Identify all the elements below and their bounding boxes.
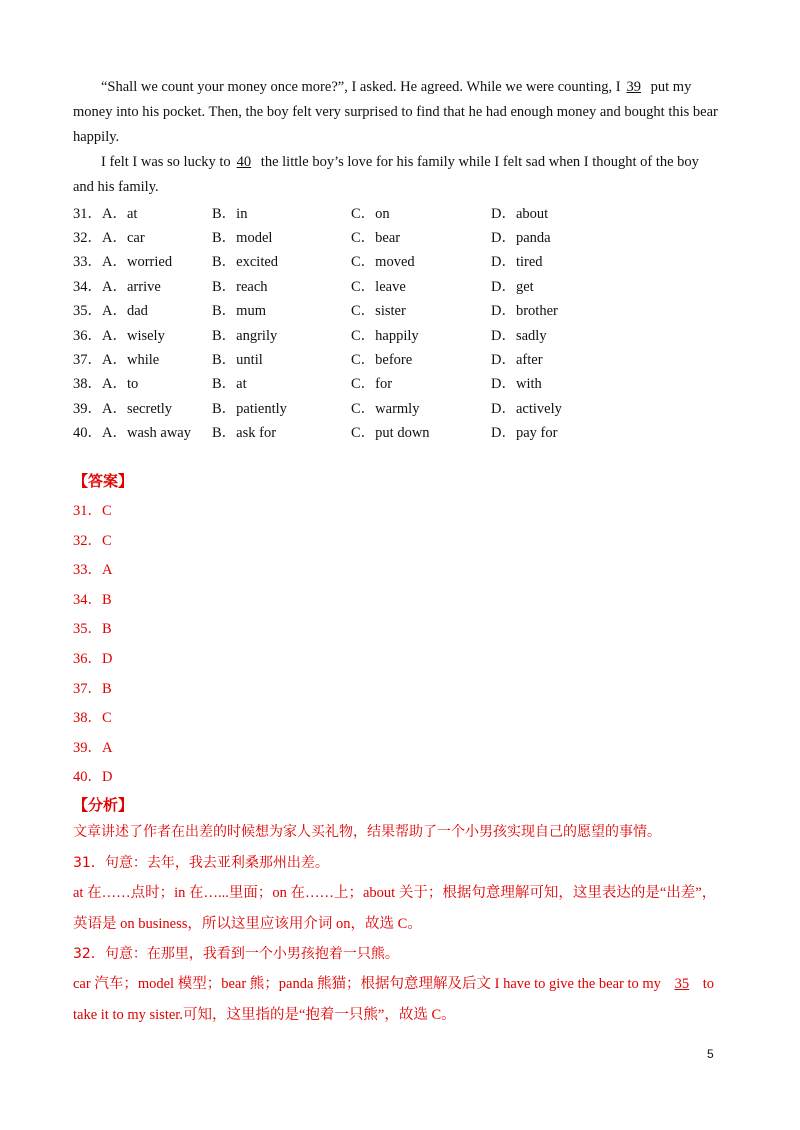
option-row <box>73 420 723 444</box>
passage-text: I felt I was so lucky to <box>101 154 231 170</box>
question-number: 36． <box>73 327 102 344</box>
blank-35: 35 <box>674 976 690 992</box>
option-b: B．model <box>212 230 273 247</box>
question-number: 39． <box>73 400 102 417</box>
option-d: D．about <box>491 205 549 222</box>
options-table <box>73 200 723 444</box>
option-row <box>73 371 723 395</box>
answer-item: 37．B <box>73 681 112 697</box>
option-c: C．put down <box>351 425 430 442</box>
answer-heading: 【答案】 <box>73 472 134 490</box>
question-number: 33． <box>73 254 102 271</box>
question-number: 34． <box>73 278 102 295</box>
option-b: B．angrily <box>212 327 278 344</box>
answer-item: 34．B <box>73 592 112 608</box>
option-b: B．in <box>212 205 248 222</box>
analysis-q31-sentence: 31．句意：去年，我去亚利桑那州出差。 <box>73 855 329 871</box>
option-c: C．moved <box>351 254 415 271</box>
passage-text: put my money into his pocket. Then, the boy felt very surprised to find that he had enough money and bought this bear happily. <box>73 79 718 145</box>
answer-item: 33．A <box>73 562 113 578</box>
answer-item: 31．C <box>73 503 112 519</box>
option-d: D．tired <box>491 254 543 271</box>
question-number: 38． <box>73 376 102 393</box>
option-b: B．reach <box>212 278 268 295</box>
option-d: D．with <box>491 376 542 393</box>
option-a: A．worried <box>102 254 173 271</box>
blank-40: 40 <box>236 154 252 170</box>
answer-item: 39．A <box>73 740 113 756</box>
option-a: A．arrive <box>102 278 161 295</box>
analysis-q32-text <box>73 969 728 1031</box>
option-c: C．sister <box>351 303 406 320</box>
option-d: D．brother <box>491 303 558 320</box>
question-number: 37． <box>73 352 102 369</box>
analysis-text: car 汽车；model 模型；bear 熊；panda 熊猫；根据句意理解及后文 I have to give the bear to my <box>73 976 661 992</box>
option-b: B．excited <box>212 254 279 271</box>
option-row <box>73 273 723 297</box>
option-row <box>73 249 723 273</box>
option-a: A．car <box>102 230 145 247</box>
option-c: C．on <box>351 205 390 222</box>
passage-text: the little boy’s love for his family while I felt sad when I thought of the boy and his family. <box>73 154 699 195</box>
page-number: 5 <box>707 1047 714 1061</box>
option-b: B．until <box>212 352 263 369</box>
passage-text: “Shall we count your money once more?”, I asked. He agreed. While we were counting, I <box>101 79 621 95</box>
option-a: A．while <box>102 352 160 369</box>
option-row <box>73 346 723 370</box>
passage-paragraph-1 <box>73 75 723 150</box>
analysis-q32-sentence: 32．句意：在那里，我看到一个小男孩抱着一只熊。 <box>73 946 399 962</box>
passage-paragraph-2 <box>73 150 723 200</box>
option-row <box>73 322 723 346</box>
blank-39: 39 <box>626 79 642 95</box>
option-a: A．wisely <box>102 327 165 344</box>
option-d: D．pay for <box>491 425 558 442</box>
option-b: B．at <box>212 376 247 393</box>
option-a: A．secretly <box>102 400 173 417</box>
option-d: D．after <box>491 352 543 369</box>
question-number: 32． <box>73 230 102 247</box>
option-row <box>73 395 723 419</box>
option-d: D．actively <box>491 400 562 417</box>
option-c: C．before <box>351 352 413 369</box>
answer-item: 32．C <box>73 533 112 549</box>
analysis-summary: 文章讲述了作者在出差的时候想为家人买礼物，结果帮助了一个小男孩实现自己的愿望的事情。 <box>73 824 661 840</box>
question-number: 31． <box>73 205 102 222</box>
option-a: A．at <box>102 205 138 222</box>
option-row <box>73 200 723 224</box>
option-d: D．get <box>491 278 534 295</box>
analysis-heading: 【分析】 <box>73 796 134 814</box>
option-row <box>73 224 723 248</box>
option-d: D．sadly <box>491 327 547 344</box>
option-b: B．mum <box>212 303 266 320</box>
option-row <box>73 298 723 322</box>
question-number: 40． <box>73 425 102 442</box>
answer-item: 38．C <box>73 710 112 726</box>
option-c: C．bear <box>351 230 401 247</box>
option-c: C．leave <box>351 278 406 295</box>
option-b: B．patiently <box>212 400 287 417</box>
option-a: A．wash away <box>102 425 191 442</box>
answer-item: 36．D <box>73 651 113 667</box>
option-c: C．for <box>351 376 393 393</box>
option-d: D．panda <box>491 230 551 247</box>
option-c: C．happily <box>351 327 419 344</box>
option-c: C．warmly <box>351 400 420 417</box>
analysis-text: to take it to my sister.可知，这里指的是“抱着一只熊”，故选 C。 <box>73 976 714 1023</box>
analysis-q31-text: at 在……点时；in 在…...里面；on 在……上；about 关于；根据句意理解可知，这里表达的是“出差”，英语是 on business，所以这里应该用介词 on，故选 C。 <box>73 885 717 932</box>
answer-item: 35．B <box>73 621 112 637</box>
question-number: 35． <box>73 303 102 320</box>
option-a: A．to <box>102 376 139 393</box>
option-a: A．dad <box>102 303 148 320</box>
option-b: B．ask for <box>212 425 277 442</box>
answer-item: 40．D <box>73 769 113 785</box>
